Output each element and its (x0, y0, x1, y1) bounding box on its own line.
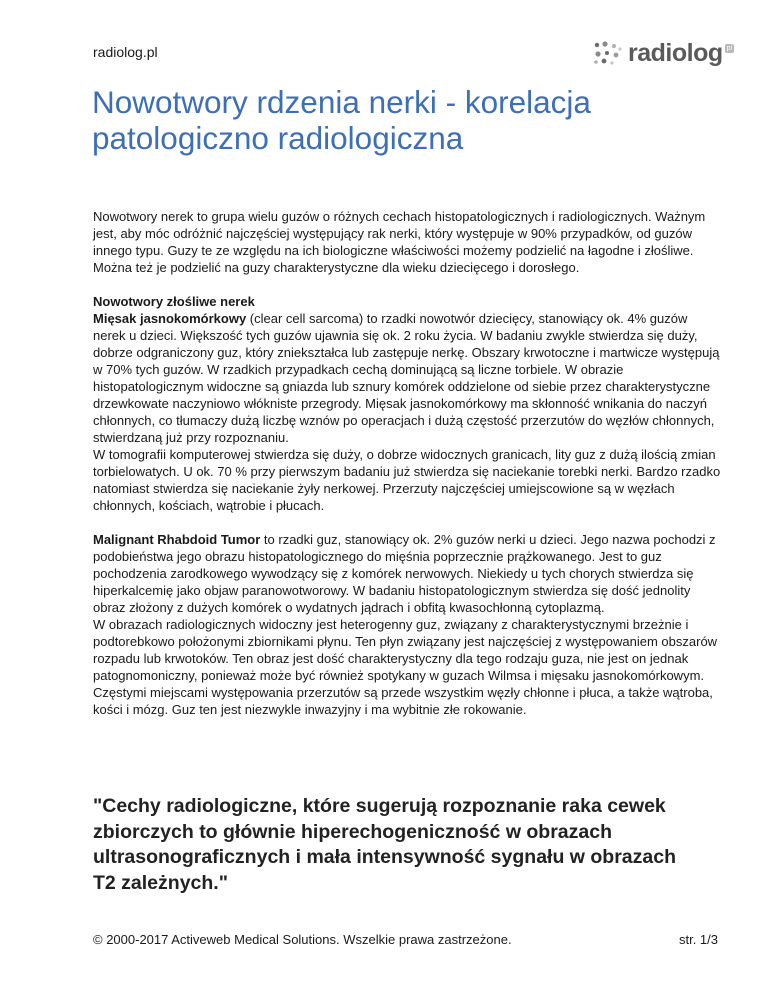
paragraph-text: W tomografii komputerowej stwierdza się duży, o dobrze widocznych granicach, lity guz z dużą ilością zmian torbielowatych. U ok. 70 % przy pierwszym badaniu już stwierdza się naciekanie torebki nerki. Bardzo rzadko natomiast stwierdza się naciekanie żyły nerkowej. Przerzuty najczęściej umiejscowione są w węzłach chłonnych, kościach, wątrobie i płucach. (93, 447, 721, 513)
logo-dots-icon (593, 40, 623, 66)
footer-copyright: © 2000-2017 Activeweb Medical Solutions. Wszelkie prawa zastrzeżone. (93, 932, 512, 947)
page-title: Nowotwory rdzenia nerki - korelacja patologiczno radiologiczna (92, 84, 591, 156)
article-body (93, 208, 723, 735)
paragraph-text: (clear cell sarcoma) to rzadki nowotwór dziecięcy, stanowiący ok. 4% guzów nerek u dzieci. Większość tych guzów ujawnia się ok. 2 roku życia. W badaniu zwykle stwierdza się duży, dobrze odgraniczony guz, który zniekształca lub zastępuje nerkę. Obszary krwotoczne i martwicze występują w 70% tych guzów. W rzadkich przypadkach cechą dominującą są liczne torbiele. W obrazie histopatologicznym widoczne są gniazda lub sznury komórek oddzielone od siebie przez charakterystyczne drzewkowate naczyniowo włókniste przegrody. Mięsak jasnokomórkowy ma skłonność wnikania do naczyń chłonnych, co tłumaczy dużą liczbę wznów po operacjach i dużą częstość przerzutów do węzłów chłonnych, stwierdzaną już przy rozpoznaniu. (93, 311, 720, 445)
paragraph-text: to rzadki guz, stanowiący ok. 2% guzów nerki u dzieci. Jego nazwa pochodzi z podobieństwa jego obrazu histopatologicznego do mięśnia poprzecznie prążkowanego. Jest to guz pochodzenia zarodkowego wywodzący się z komórek nerwowych. Niekiedy u tych chorych stwierdza się hiperkalcemię jako objaw paranowotworowy. W badaniu histopatologicznym stwierdza się dość jednolity obraz złożony z dużych komórek o wydatnych jądrach i obfitą kwasochłonną cytoplazmą. (93, 532, 716, 615)
term-rhabdoid-tumor: Malignant Rhabdoid Tumor (93, 532, 261, 547)
page-number: str. 1/3 (678, 932, 718, 947)
section-heading: Nowotwory złośliwe nerek (93, 294, 255, 309)
section-clear-cell-sarcoma (93, 293, 723, 514)
site-name: radiolog.pl (93, 44, 158, 60)
paragraph-text: W obrazach radiologicznych widoczny jest heterogenny guz, związany z charakterystycznymi brzeżnie i podtorebkowo położonymi zbiornikami płynu. Ten płyn związany jest najczęściej z występowaniem obszarów rozpadu lub krwotoków. Ten obraz jest dość charakterystyczny dla tego rodzaju guza, nie jest on jednak patognomoniczny, ponieważ może być również spotykany w guzach Wilmsa i mięsaku jasnokomórkowym. Częstymi miejscami występowania przerzutów są przede wszystkim węzły chłonne i płuca, a także wątroba, kości i mózg. Guz ten jest niezwykle inwazyjny i ma wybitnie złe rokowanie. (93, 617, 718, 717)
logo-text: radiolog (628, 39, 723, 67)
intro-paragraph: Nowotwory nerek to grupa wielu guzów o różnych cechach histopatologicznych i radiologicznych. Ważnym jest, aby móc odróżnić najczęściej występujący rak nerki, który występuje w 90% przypadków, od guzów innego typu. Guzy te ze względu na ich biologiczne właściwości możemy podzielić na łagodne i złośliwe. Można też je podzielić na guzy charakterystyczne dla wieku dziecięcego i dorosłego. (93, 209, 706, 275)
term-clear-cell-sarcoma: Mięsak jasnokomórkowy (93, 311, 247, 326)
logo-badge: pl (726, 45, 733, 52)
radiolog-logo[interactable] (593, 40, 734, 66)
pull-quote: "Cechy radiologiczne, które sugerują rozpoznanie raka cewek zbiorczych to głównie hiperechogeniczność w obrazach ultrasonograficznych i mała intensywność sygnału w obrazach T2 zależnych." (93, 795, 676, 894)
section-rhabdoid-tumor (93, 531, 723, 718)
